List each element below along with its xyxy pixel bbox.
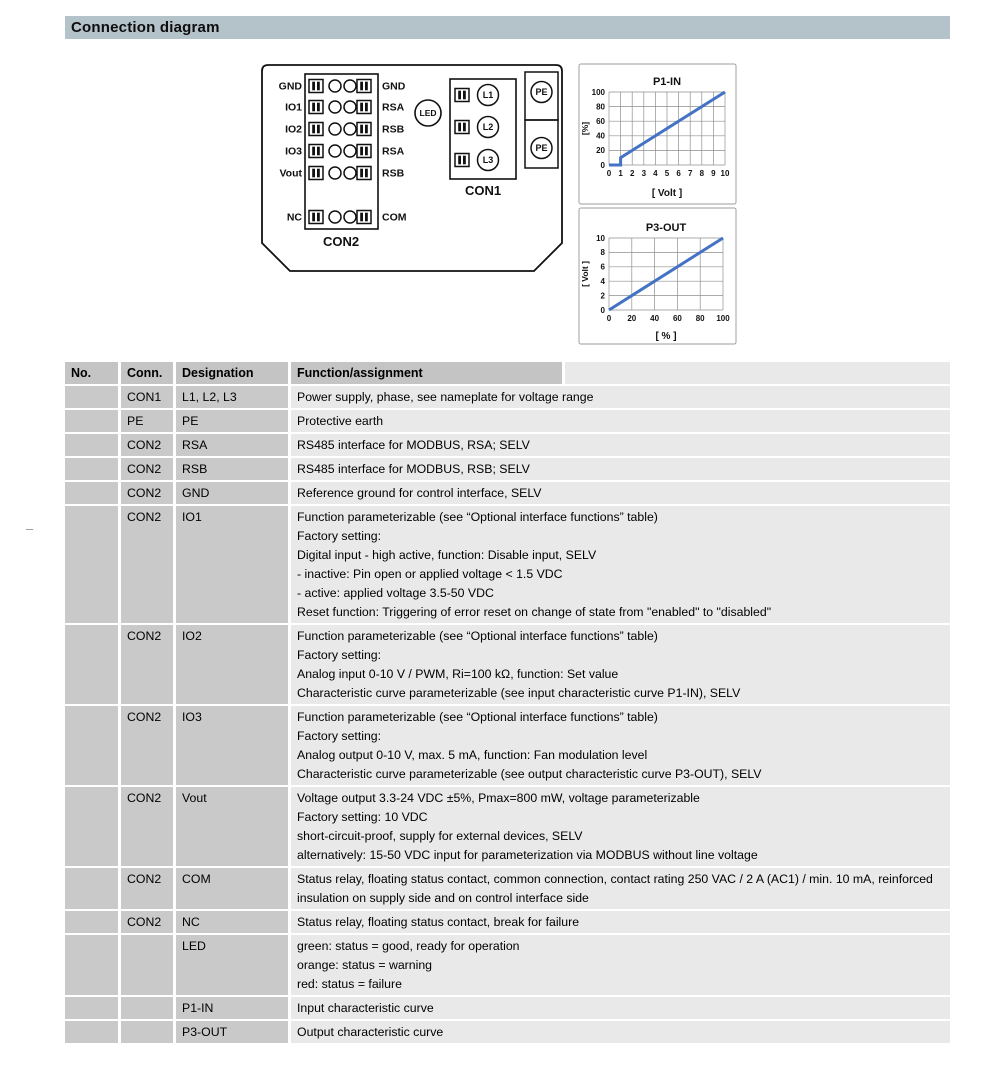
con1-row (455, 117, 499, 138)
cell-no (65, 911, 118, 933)
terminal-pin (317, 103, 320, 112)
terminal-pin (317, 169, 320, 178)
terminal-pin (360, 125, 363, 134)
x-axis-label: [ Volt ] (651, 188, 683, 199)
led-label: LED (419, 108, 437, 118)
cell-conn: CON2 (121, 911, 173, 933)
y-tick-label: 4 (600, 277, 605, 286)
terminal-icon (309, 145, 323, 158)
x-tick-label: 2 (629, 169, 635, 178)
phase-label: L2 (482, 122, 494, 132)
function-line: Protective earth (297, 413, 384, 428)
y-tick-label: 20 (596, 146, 605, 156)
x-tick-label: 9 (711, 169, 716, 178)
x-tick-label: 8 (699, 169, 705, 178)
cell-no (65, 386, 118, 408)
cell-function (291, 706, 950, 785)
function-line: Power supply, phase, see nameplate for voltage range (297, 389, 594, 404)
cell-no (65, 787, 118, 866)
con2-left-pin-label: IO3 (285, 145, 302, 158)
terminal-pin (312, 125, 315, 134)
chart-title: P1-IN (652, 76, 682, 88)
terminal-icon (357, 101, 371, 114)
cell-designation: L1, L2, L3 (176, 386, 288, 408)
device-diagram-container (258, 62, 566, 279)
contact-circle (329, 145, 341, 157)
con2-left-pin-label: IO2 (285, 123, 302, 136)
con2-right-pin-label: RSA (382, 145, 405, 158)
function-line: orange: status = warning (297, 957, 433, 972)
cell-conn: PE (121, 410, 173, 432)
x-tick-label: 0 (606, 314, 612, 323)
cell-conn: CON2 (121, 506, 173, 623)
terminal-icon (357, 80, 371, 93)
cell-function (291, 1021, 950, 1043)
x-tick-label: 80 (695, 314, 705, 323)
x-tick-label: 7 (687, 169, 693, 178)
y-tick-label: 2 (600, 291, 605, 301)
terminal-pin (458, 123, 461, 132)
cell-no (65, 997, 118, 1019)
cell-designation: P3-OUT (176, 1021, 288, 1043)
function-line: Voltage output 3.3-24 VDC ±5%, Pmax=800 mW, voltage parameterizable (297, 790, 700, 805)
cell-designation: LED (176, 935, 288, 995)
con2-row (285, 145, 405, 158)
cell-conn: CON2 (121, 625, 173, 704)
p1-in-chart (578, 63, 737, 205)
terminal-pin (360, 103, 363, 112)
device-outline (262, 65, 562, 271)
cell-function (291, 482, 950, 504)
header-no: No. (65, 362, 118, 384)
function-line: Characteristic curve parameterizable (see output characteristic curve P3-OUT), SELV (297, 766, 762, 781)
con1-row (455, 85, 499, 106)
cell-no (65, 868, 118, 909)
function-line: Factory setting: (297, 728, 382, 743)
function-line: Reset function: Triggering of error reset on change of state from "enabled" to "disabled" (297, 604, 772, 619)
contact-circle (344, 80, 356, 92)
terminal-pin (458, 156, 461, 165)
x-tick-label: 60 (672, 314, 682, 323)
margin-dash: – (26, 521, 34, 536)
cell-function (291, 506, 950, 623)
x-tick-label: 4 (653, 169, 658, 178)
terminal-pin (365, 125, 368, 134)
phase-label: L3 (482, 155, 494, 165)
cell-designation: COM (176, 868, 288, 909)
y-tick-label: 8 (600, 248, 605, 258)
function-line: green: status = good, ready for operation (297, 938, 520, 953)
cell-conn: CON2 (121, 482, 173, 504)
con2-row (279, 80, 406, 93)
cell-function (291, 935, 950, 995)
con2-right-pin-label: RSA (382, 101, 405, 114)
cell-designation: P1-IN (176, 997, 288, 1019)
terminal-pin (312, 169, 315, 178)
terminal-pin (365, 82, 368, 91)
y-axis-label: [%] (580, 121, 590, 136)
table-row (65, 625, 950, 704)
table-row (65, 997, 950, 1019)
cell-designation: RSA (176, 434, 288, 456)
pe-terminal (525, 120, 558, 168)
cell-no (65, 482, 118, 504)
pe-terminal (525, 72, 558, 120)
terminal-pin (317, 125, 320, 134)
header-function: Function/assignment (291, 362, 562, 384)
con1-caption: CON1 (464, 183, 502, 198)
header-designation: Designation (176, 362, 288, 384)
table-row (65, 911, 950, 933)
contact-circle (329, 80, 341, 92)
cell-function (291, 386, 950, 408)
cell-conn: CON2 (121, 868, 173, 909)
x-tick-label: 5 (664, 169, 670, 178)
terminal-pin (312, 213, 315, 222)
header-conn: Conn. (121, 362, 173, 384)
con2-row (285, 123, 405, 136)
cell-conn (121, 1021, 173, 1043)
header-filler (565, 362, 950, 384)
table-header-row (65, 362, 950, 384)
function-line: Input characteristic curve (297, 1000, 434, 1015)
con2-right-pin-label: GND (382, 80, 406, 93)
phase-label: L1 (482, 90, 494, 100)
con2-right-pin-label: RSB (382, 123, 405, 136)
function-line: Factory setting: (297, 647, 382, 662)
y-tick-label: 80 (596, 102, 605, 112)
cell-designation: RSB (176, 458, 288, 480)
x-tick-label: 0 (606, 169, 612, 178)
table-row (65, 935, 950, 995)
pe-label: PE (535, 87, 548, 97)
cell-no (65, 625, 118, 704)
cell-no (65, 935, 118, 995)
cell-function (291, 434, 950, 456)
terminal-pin (312, 103, 315, 112)
terminal-icon (455, 121, 469, 134)
contact-circle (329, 167, 341, 179)
con2-left-pin-label: NC (286, 211, 302, 224)
section-title-bar (65, 16, 950, 39)
function-line: Function parameterizable (see “Optional interface functions” table) (297, 628, 658, 643)
x-tick-label: 20 (627, 314, 637, 323)
cell-conn: CON2 (121, 706, 173, 785)
y-tick-label: 60 (596, 117, 605, 126)
function-line: Characteristic curve parameterizable (see input characteristic curve P1-IN), SELV (297, 685, 741, 700)
x-tick-label: 100 (716, 314, 730, 323)
function-line: Function parameterizable (see “Optional interface functions” table) (297, 709, 658, 724)
function-line: Reference ground for control interface, SELV (297, 485, 542, 500)
table-row (65, 506, 950, 623)
function-line: Output characteristic curve (297, 1024, 444, 1039)
function-line: Analog output 0-10 V, max. 5 mA, function: Fan modulation level (297, 747, 648, 762)
terminal-pin (360, 82, 363, 91)
terminal-icon (357, 145, 371, 158)
contact-circle (344, 167, 356, 179)
terminal-icon (455, 89, 469, 102)
function-line: Status relay, floating status contact, break for failure (297, 914, 580, 929)
page-title: Connection diagram (71, 19, 220, 36)
terminal-pin (463, 156, 466, 165)
table-row (65, 787, 950, 866)
p1-in-chart-container (578, 63, 737, 210)
contact-circle (344, 145, 356, 157)
y-tick-label: 6 (600, 262, 605, 272)
cell-function (291, 410, 950, 432)
x-tick-label: 3 (641, 169, 647, 178)
function-line: Factory setting: (297, 528, 382, 543)
con1-row (455, 150, 499, 171)
con2-left-pin-label: IO1 (285, 101, 302, 114)
table-row (65, 458, 950, 480)
cell-designation: PE (176, 410, 288, 432)
terminal-pin (360, 147, 363, 156)
terminal-pin (458, 91, 461, 100)
cell-designation: IO3 (176, 706, 288, 785)
connection-diagram (258, 62, 566, 274)
con2-caption: CON2 (322, 234, 360, 249)
cell-designation: GND (176, 482, 288, 504)
cell-designation: Vout (176, 787, 288, 866)
cell-designation: IO1 (176, 506, 288, 623)
cell-no (65, 706, 118, 785)
contact-circle (329, 101, 341, 113)
y-tick-label: 40 (596, 131, 605, 141)
terminal-pin (317, 82, 320, 91)
con2-left-pin-label: GND (278, 80, 302, 93)
y-tick-label: 10 (596, 233, 605, 243)
function-line: RS485 interface for MODBUS, RSA; SELV (297, 437, 530, 452)
terminal-pin (317, 213, 320, 222)
function-line: Function parameterizable (see “Optional interface functions” table) (297, 509, 658, 524)
contact-circle (344, 123, 356, 135)
cell-function (291, 787, 950, 866)
terminal-icon (309, 123, 323, 136)
cell-no (65, 458, 118, 480)
y-tick-label: 0 (600, 160, 605, 170)
contact-circle (344, 101, 356, 113)
con2-row (279, 167, 404, 180)
table-row (65, 482, 950, 504)
terminal-pin (312, 82, 315, 91)
terminal-pin (365, 213, 368, 222)
cell-function (291, 458, 950, 480)
function-line: Factory setting: 10 VDC (297, 809, 428, 824)
cell-conn: CON2 (121, 787, 173, 866)
cell-no (65, 506, 118, 623)
y-tick-label: 0 (600, 305, 605, 315)
function-line: alternatively: 15-50 VDC input for parameterization via MODBUS without line voltage (297, 847, 758, 862)
function-line: - active: applied voltage 3.5-50 VDC (297, 585, 494, 600)
p3-out-chart-container (578, 207, 737, 350)
terminal-icon (309, 80, 323, 93)
terminal-pin (360, 169, 363, 178)
table-row (65, 1021, 950, 1043)
cell-function (291, 625, 950, 704)
contact-circle (344, 211, 356, 223)
p3-out-chart (578, 207, 737, 345)
x-tick-label: 40 (650, 314, 660, 323)
x-tick-label: 1 (618, 169, 623, 178)
con2-right-pin-label: RSB (382, 167, 405, 180)
function-line: RS485 interface for MODBUS, RSB; SELV (297, 461, 530, 476)
terminal-icon (357, 123, 371, 136)
cell-conn (121, 997, 173, 1019)
table-row (65, 386, 950, 408)
table-row (65, 868, 950, 909)
cell-conn: CON2 (121, 434, 173, 456)
terminal-pin (360, 213, 363, 222)
con2-right-pin-label: COM (382, 211, 407, 224)
terminal-pin (463, 91, 466, 100)
function-line: Analog input 0-10 V / PWM, Ri=100 kΩ, function: Set value (297, 666, 619, 681)
cell-function (291, 911, 950, 933)
x-axis-label: [ % ] (655, 331, 677, 342)
cell-designation: IO2 (176, 625, 288, 704)
table-row (65, 706, 950, 785)
cell-no (65, 1021, 118, 1043)
x-tick-label: 10 (720, 169, 730, 178)
con2-left-pin-label: Vout (279, 167, 302, 180)
cell-conn: CON1 (121, 386, 173, 408)
connection-table (65, 362, 950, 1045)
function-line: Status relay, floating status contact, common connection, contact rating 250 VAC / 2 A (AC1) / min. 10 mA, reinforced insulation on supply side and on control interface side (297, 871, 933, 905)
terminal-pin (317, 147, 320, 156)
terminal-pin (312, 147, 315, 156)
table-row (65, 434, 950, 456)
y-tick-label: 100 (591, 87, 605, 97)
terminal-pin (463, 123, 466, 132)
cell-function (291, 868, 950, 909)
contact-circle (329, 123, 341, 135)
terminal-pin (365, 103, 368, 112)
y-axis-label: [ Volt ] (580, 261, 590, 287)
cell-no (65, 410, 118, 432)
con2-row (285, 101, 405, 114)
table-row (65, 410, 950, 432)
function-line: short-circuit-proof, supply for external devices, SELV (297, 828, 583, 843)
cell-no (65, 434, 118, 456)
contact-circle (329, 211, 341, 223)
terminal-icon (455, 154, 469, 167)
cell-conn (121, 935, 173, 995)
function-line: red: status = failure (297, 976, 402, 991)
function-line: Digital input - high active, function: Disable input, SELV (297, 547, 597, 562)
chart-title: P3-OUT (645, 222, 687, 234)
cell-designation: NC (176, 911, 288, 933)
cell-conn: CON2 (121, 458, 173, 480)
pe-label: PE (535, 143, 548, 153)
terminal-icon (357, 211, 371, 224)
terminal-icon (357, 167, 371, 180)
cell-function (291, 997, 950, 1019)
function-line: - inactive: Pin open or applied voltage < 1.5 VDC (297, 566, 563, 581)
terminal-icon (309, 101, 323, 114)
terminal-icon (309, 167, 323, 180)
terminal-pin (365, 147, 368, 156)
terminal-pin (365, 169, 368, 178)
terminal-icon (309, 211, 323, 224)
x-tick-label: 6 (676, 169, 681, 178)
